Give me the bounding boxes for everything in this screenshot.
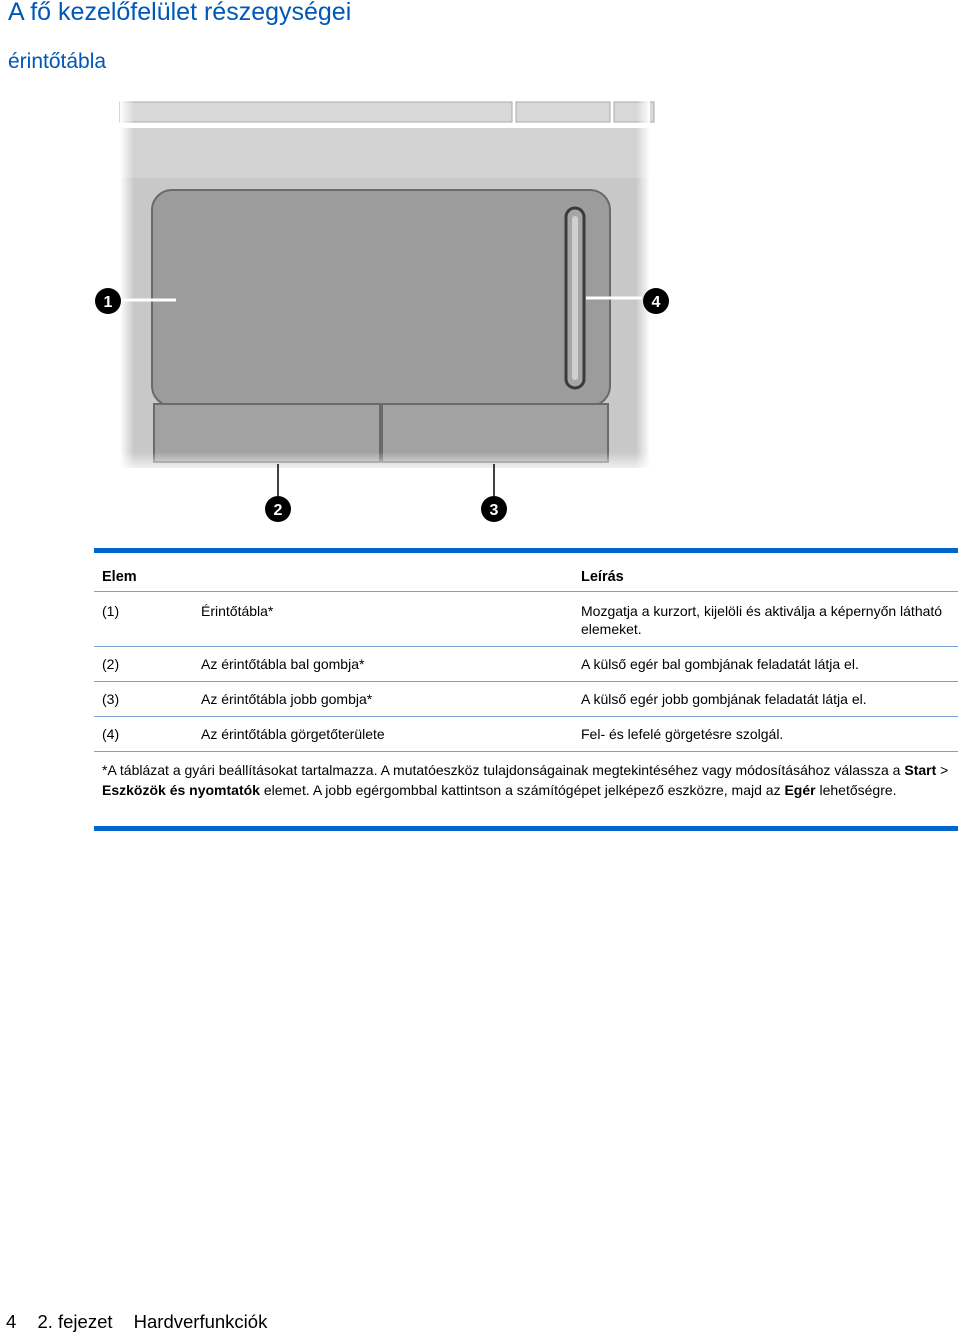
table-bottom-rule (94, 826, 958, 831)
row-name: Az érintőtábla görgetőterülete (201, 726, 385, 742)
table-footnote: *A táblázat a gyári beállításokat tartalmazza. A mutatóeszköz tulajdonságainak megtekintéséhez vagy módosításához válassza a Start > Eszközök és nyomtatók elemet. A jobb egérgombbal kattintson a számítógépet jelképező eszközre, majd az Egér lehetőségre. (102, 762, 949, 798)
callout-4 (643, 288, 669, 314)
page-footer (6, 1311, 283, 1333)
row-description: Fel- és lefelé görgetésre szolgál. (581, 726, 784, 742)
touchpad-illustration (90, 98, 690, 530)
section-heading: érintőtábla (8, 50, 107, 73)
table-row (94, 592, 958, 646)
row-number: (3) (102, 691, 120, 707)
callout-1 (95, 288, 121, 314)
header-leiras: Leírás (581, 569, 624, 585)
row-description: A külső egér bal gombjának feladatát látja el. (581, 656, 859, 672)
callout-1-label: 1 (103, 294, 113, 311)
touchpad-surface (152, 190, 610, 406)
keyboard-edge (120, 102, 654, 122)
callout-3-label: 3 (489, 502, 499, 519)
table-row (94, 717, 958, 751)
callout-3 (481, 496, 507, 522)
row-number: (2) (102, 656, 120, 672)
row-name: Érintőtábla* (201, 603, 274, 619)
chapter-title: Hardverfunkciók (133, 1311, 268, 1332)
page-number: 4 (6, 1311, 17, 1332)
start-menu-label: Start (904, 762, 937, 778)
component-table (94, 548, 958, 831)
table-row (94, 647, 958, 681)
table-header-row (94, 553, 958, 591)
devices-printers-label: Eszközök és nyomtatók (102, 782, 260, 798)
mouse-label: Egér (784, 782, 816, 798)
row-name: Az érintőtábla jobb gombja* (201, 691, 373, 707)
row-number: (4) (102, 726, 120, 742)
chapter-label: 2. fejezet (37, 1311, 113, 1332)
page-heading: A fő kezelőfelület részegységei (8, 0, 352, 26)
callout-2 (265, 496, 291, 522)
callout-2-label: 2 (273, 502, 283, 519)
row-description: A külső egér jobb gombjának feladatát látja el. (581, 691, 867, 707)
row-number: (1) (102, 603, 120, 619)
header-elem: Elem (102, 569, 137, 585)
table-row (94, 682, 958, 716)
row-description: Mozgatja a kurzort, kijelöli és aktiválja a képernyőn látható elemeket. (581, 603, 943, 637)
row-name: Az érintőtábla bal gombja* (201, 656, 365, 672)
callout-4-label: 4 (651, 294, 661, 311)
